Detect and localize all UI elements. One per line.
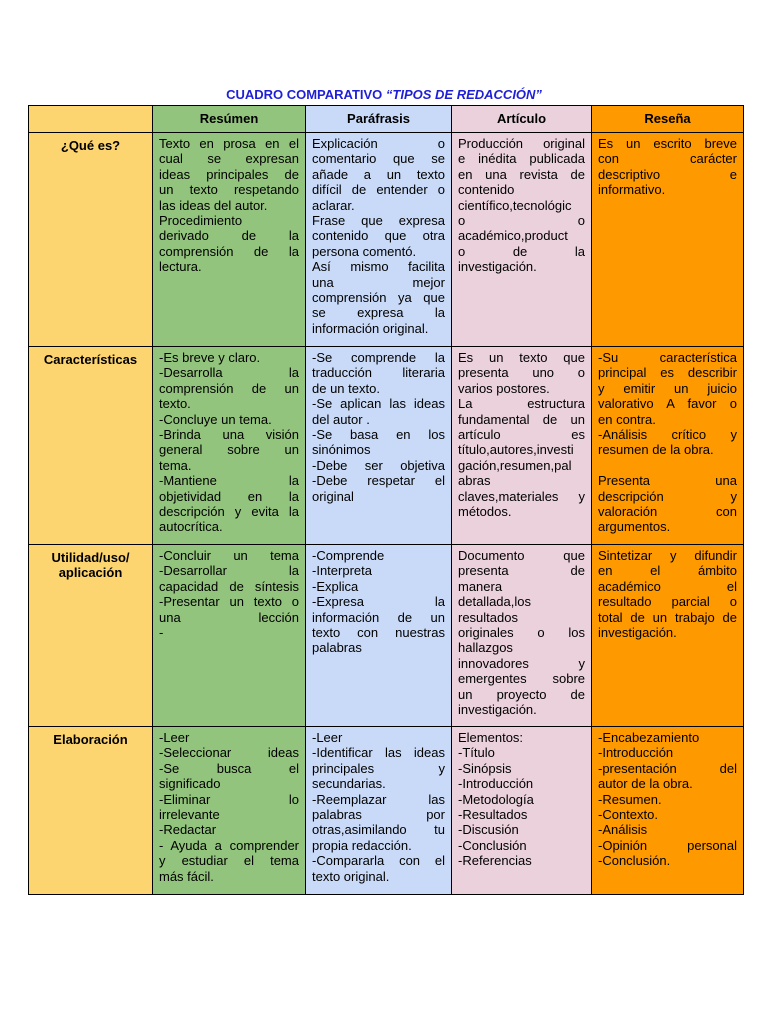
cell-line: La estructura xyxy=(458,396,585,412)
cell-line: presenta uno o xyxy=(458,365,585,381)
cell-line: título,autores,investi xyxy=(458,442,574,458)
cell-utilidad-resena xyxy=(592,545,744,727)
cell-line: un proyecto de xyxy=(458,686,585,702)
cell-line: original xyxy=(312,488,354,504)
cell-caracteristicas-parafrasis xyxy=(306,347,452,545)
cell-line: -Desarrolla la xyxy=(159,365,299,381)
cell-line: -Se busca el xyxy=(159,760,299,776)
title-italic: “TIPOS DE REDACCIÓN” xyxy=(385,87,542,102)
cell-line: -Compararla con el xyxy=(312,853,445,869)
cell-line: y emitir un juicio xyxy=(598,380,737,396)
cell-line: objetividad en la xyxy=(159,488,299,504)
cell-line: -Expresa la xyxy=(312,594,445,610)
cell-line: investigación. xyxy=(458,259,537,275)
cell-line: resultado parcial o xyxy=(598,594,737,610)
cell-line: Documento que xyxy=(458,548,585,563)
cell-line: las ideas del autor. xyxy=(159,197,268,213)
cell-line: hallazgos xyxy=(458,640,513,656)
cell-line: secundarias. xyxy=(312,776,386,792)
table-row-que-es xyxy=(29,133,744,347)
document-title xyxy=(0,87,768,102)
cell-line: texto. xyxy=(159,396,191,412)
cell-line: -Resultados xyxy=(458,807,528,823)
cell-line: -Es breve y claro. xyxy=(159,350,261,365)
cell-line: -Identificar las ideas xyxy=(312,745,445,761)
cell-que-es-resumen xyxy=(153,133,306,347)
row-label-utilidad: Utilidad/uso/ aplicación xyxy=(29,545,153,727)
cell-line: -Debe respetar el xyxy=(312,473,445,489)
cell-line: varios postores. xyxy=(458,380,550,396)
cell-line: capacidad de síntesis xyxy=(159,578,299,594)
row-label-caracteristicas: Características xyxy=(29,347,153,545)
cell-line: traducción literaria xyxy=(312,365,445,381)
cell-line: -Se aplican las ideas xyxy=(312,396,445,412)
cell-line: valorativo A favor o xyxy=(598,396,737,412)
cell-line: añade a un texto xyxy=(312,166,445,182)
cell-line: descripción y xyxy=(598,488,737,504)
cell-utilidad-articulo xyxy=(452,545,592,727)
cell-line: -Su característica xyxy=(598,350,737,365)
cell-line: presenta de xyxy=(458,563,585,579)
cell-line: más fácil. xyxy=(159,868,214,884)
cell-line: aclarar. xyxy=(312,197,355,213)
cell-que-es-parafrasis xyxy=(306,133,452,347)
cell-line: Así mismo facilita xyxy=(312,259,445,275)
cell-line: total de un trabajo de xyxy=(598,609,737,625)
table-row-elaboracion xyxy=(29,727,744,895)
cell-line: -Leer xyxy=(312,730,343,745)
cell-line: un texto respetando xyxy=(159,182,299,198)
cell-que-es-resena xyxy=(592,133,744,347)
cell-que-es-articulo xyxy=(452,133,592,347)
cell-line: comentario que se xyxy=(312,151,445,167)
cell-line: texto original. xyxy=(312,868,390,884)
cell-line: - xyxy=(159,625,164,641)
cell-line: Procedimiento xyxy=(159,213,243,229)
cell-line: comprensión ya que xyxy=(312,290,445,306)
table-row-caracteristicas xyxy=(29,347,744,545)
cell-line: contenido xyxy=(458,182,515,198)
cell-line: otras,asimilando tu xyxy=(312,822,445,838)
cell-line: manera xyxy=(458,578,503,594)
cell-line: resumen de la obra. xyxy=(598,442,714,458)
cell-line: -Introducción xyxy=(598,745,674,761)
cell-caracteristicas-resumen xyxy=(153,347,306,545)
cell-line: abras xyxy=(458,473,491,489)
cell-line: académico el xyxy=(598,578,737,594)
cell-line: originales o los xyxy=(458,625,585,641)
cell-line: -Presentar un texto o xyxy=(159,594,299,610)
cell-line: Elementos: xyxy=(458,730,524,745)
header-row xyxy=(29,106,744,133)
cell-line: en contra. xyxy=(598,411,656,427)
cell-line: y estudiar el tema xyxy=(159,853,299,869)
cell-line: emergentes sobre xyxy=(458,671,585,687)
cell-line: resultados xyxy=(458,609,518,625)
cell-line: general sobre un xyxy=(159,442,299,458)
cell-line: tema. xyxy=(159,457,192,473)
cell-line: principal es describir xyxy=(598,365,737,381)
comparison-table xyxy=(28,105,744,895)
cell-caracteristicas-resena xyxy=(592,347,744,545)
cell-line: -Resumen. xyxy=(598,791,662,807)
cell-line: ideas principales de xyxy=(159,166,299,182)
cell-line: artículo es xyxy=(458,427,585,443)
cell-elaboracion-resumen xyxy=(153,727,306,895)
cell-line: -Título xyxy=(458,745,495,761)
cell-line: comprensión de un xyxy=(159,380,299,396)
cell-line: informativo. xyxy=(598,182,666,198)
cell-line: se expresa la xyxy=(312,305,445,321)
cell-line: -Leer xyxy=(159,730,190,745)
header-articulo: Artículo xyxy=(452,106,592,133)
cell-line: investigación. xyxy=(458,702,537,718)
cell-line: Texto en prosa en el xyxy=(159,136,299,151)
cell-line: -Mantiene la xyxy=(159,473,299,489)
cell-line: -Discusión xyxy=(458,822,519,838)
cell-line: una mejor xyxy=(312,274,445,290)
header-parafrasis: Paráfrasis xyxy=(306,106,452,133)
cell-line: investigación. xyxy=(598,625,677,641)
cell-line: gación,resumen,pal xyxy=(458,457,572,473)
cell-line: autor de la obra. xyxy=(598,776,693,792)
cell-line: argumentos. xyxy=(598,519,671,535)
cell-line: del autor . xyxy=(312,411,370,427)
cell-line: persona comentó. xyxy=(312,243,417,259)
cell-line: métodos. xyxy=(458,504,512,520)
cell-line: fundamental de un xyxy=(458,411,585,427)
cell-line: -Debe ser objetiva xyxy=(312,457,445,473)
cell-line: -Opinión personal xyxy=(598,837,737,853)
row-label-elaboracion: Elaboración xyxy=(29,727,153,895)
cell-line: descripción y evita la xyxy=(159,504,299,520)
table-row-utilidad xyxy=(29,545,744,727)
cell-line: propia redacción. xyxy=(312,837,412,853)
cell-line: comprensión de la xyxy=(159,243,299,259)
cell-line: principales y xyxy=(312,760,445,776)
cell-line: -Explica xyxy=(312,578,359,594)
cell-line: descriptivo e xyxy=(598,166,737,182)
cell-line: -Encabezamiento xyxy=(598,730,700,745)
header-resena: Reseña xyxy=(592,106,744,133)
cell-line: -presentación del xyxy=(598,760,737,776)
cell-line: Sintetizar y difundir xyxy=(598,548,737,563)
cell-line: -Seleccionar ideas xyxy=(159,745,299,761)
cell-line: irrelevante xyxy=(159,807,220,823)
cell-line: -Introducción xyxy=(458,776,534,792)
cell-line: -Desarrollar la xyxy=(159,563,299,579)
cell-line: -Eliminar lo xyxy=(159,791,299,807)
cell-line: información original. xyxy=(312,320,429,336)
cell-line: -Referencias xyxy=(458,853,532,869)
cell-line: -Contexto. xyxy=(598,807,658,823)
header-corner xyxy=(29,106,153,133)
cell-line: palabras xyxy=(312,640,362,656)
cell-line xyxy=(598,458,737,473)
cell-line: palabras por xyxy=(312,807,445,823)
cell-line: texto con nuestras xyxy=(312,625,445,641)
cell-line: información de un xyxy=(312,609,445,625)
cell-line: Presenta una xyxy=(598,473,737,489)
cell-line: lectura. xyxy=(159,259,202,275)
cell-line: en el ámbito xyxy=(598,563,737,579)
cell-line: o de la xyxy=(458,243,585,259)
cell-caracteristicas-articulo xyxy=(452,347,592,545)
cell-line: de un texto. xyxy=(312,380,380,396)
cell-line: sinónimos xyxy=(312,442,371,458)
cell-line: Explicación o xyxy=(312,136,445,151)
cell-line: detallada,los xyxy=(458,594,531,610)
cell-line: con carácter xyxy=(598,151,737,167)
cell-line: -Reemplazar las xyxy=(312,791,445,807)
cell-elaboracion-resena xyxy=(592,727,744,895)
row-label-que-es: ¿Qué es? xyxy=(29,133,153,347)
cell-line: en una revista de xyxy=(458,166,585,182)
cell-line: autocrítica. xyxy=(159,519,223,535)
cell-utilidad-resumen xyxy=(153,545,306,727)
cell-line: claves,materiales y xyxy=(458,488,585,504)
cell-line: innovadores y xyxy=(458,655,585,671)
cell-line: cual se expresan xyxy=(159,151,299,167)
cell-line: -Sinópsis xyxy=(458,760,512,776)
cell-line: difícil de entender o xyxy=(312,182,445,198)
title-plain: CUADRO COMPARATIVO xyxy=(226,87,386,102)
cell-elaboracion-parafrasis xyxy=(306,727,452,895)
cell-line: académico,product xyxy=(458,228,568,244)
cell-line: Frase que expresa xyxy=(312,213,445,229)
cell-line: -Conclusión. xyxy=(598,853,671,869)
cell-line: -Conclusión xyxy=(458,837,527,853)
cell-line: contenido que otra xyxy=(312,228,445,244)
cell-line: Es un texto que xyxy=(458,350,585,365)
cell-line: Producción original xyxy=(458,136,585,151)
cell-line: valoración con xyxy=(598,504,737,520)
cell-line: -Interpreta xyxy=(312,563,372,579)
cell-line: o o xyxy=(458,213,585,229)
cell-line: científico,tecnológic xyxy=(458,197,572,213)
cell-line: -Comprende xyxy=(312,548,385,563)
cell-line: Es un escrito breve xyxy=(598,136,737,151)
cell-line: - Ayuda a comprender xyxy=(159,837,299,853)
cell-line: -Concluir un tema xyxy=(159,548,299,563)
cell-line: derivado de la xyxy=(159,228,299,244)
cell-line: -Brinda una visión xyxy=(159,427,299,443)
header-resumen: Resúmen xyxy=(153,106,306,133)
cell-line: significado xyxy=(159,776,221,792)
cell-line: una lección xyxy=(159,609,299,625)
cell-line: -Se basa en los xyxy=(312,427,445,443)
cell-line: -Redactar xyxy=(159,822,217,838)
cell-line: -Metodología xyxy=(458,791,534,807)
cell-line: -Análisis xyxy=(598,822,648,838)
cell-line: -Concluye un tema. xyxy=(159,411,272,427)
cell-line: -Análisis crítico y xyxy=(598,427,737,443)
cell-utilidad-parafrasis xyxy=(306,545,452,727)
cell-line: e inédita publicada xyxy=(458,151,585,167)
cell-line: -Se comprende la xyxy=(312,350,445,365)
cell-elaboracion-articulo xyxy=(452,727,592,895)
